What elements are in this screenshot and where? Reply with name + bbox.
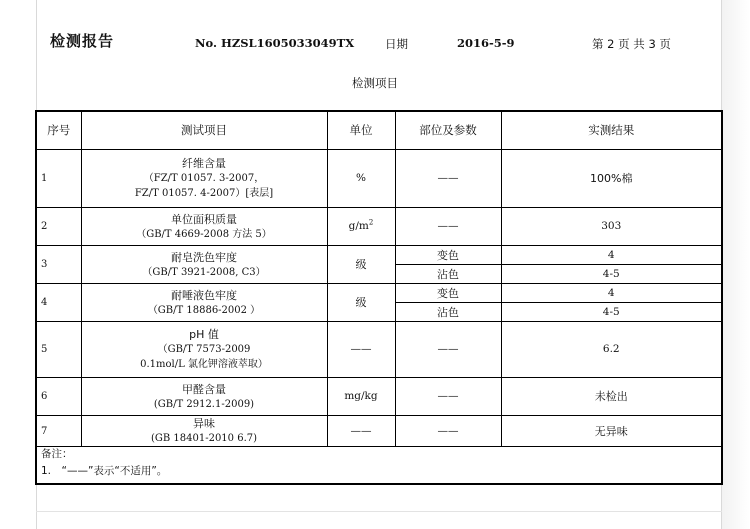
report-date: 2016-5-9 xyxy=(457,36,515,50)
unit-cell xyxy=(327,208,395,246)
part-cell: 沾色 xyxy=(395,265,501,284)
item-name: 纤维含量 xyxy=(182,157,226,170)
test-item xyxy=(81,416,327,447)
test-item xyxy=(81,284,327,322)
table-row xyxy=(36,284,722,303)
row-number: 3 xyxy=(36,246,81,284)
part-cell: 变色 xyxy=(395,284,501,303)
item-name: 单位面积质量 xyxy=(171,212,237,226)
result-cell: 303 xyxy=(501,208,722,246)
item-name: 耐皂洗色牢度 xyxy=(171,250,237,264)
unit-cell: 级 xyxy=(327,284,395,322)
item-standard: （GB/T 18886-2002 ） xyxy=(147,304,261,316)
test-item xyxy=(81,150,327,208)
col-header-part: 部位及参数 xyxy=(395,111,501,150)
unit-text: g/m xyxy=(348,220,369,232)
notes-line: 1. “——”表示“不适用”。 xyxy=(41,465,168,477)
unit-cell: mg/kg xyxy=(327,378,395,416)
table-row xyxy=(36,378,722,416)
table-row xyxy=(36,246,722,265)
notes-cell xyxy=(36,447,722,485)
col-header-no: 序号 xyxy=(36,111,81,150)
row-number: 5 xyxy=(36,322,81,378)
item-standard: (GB/T 2912.1-2009) xyxy=(153,398,255,410)
part-cell: —— xyxy=(395,208,501,246)
result-cell: 未检出 xyxy=(501,378,722,416)
row-number: 4 xyxy=(36,284,81,322)
test-item xyxy=(81,208,327,246)
col-header-result: 实测结果 xyxy=(501,111,722,150)
item-name: 耐唾液色牢度 xyxy=(171,288,237,302)
result-cell: 4 xyxy=(501,284,722,303)
report-title: 检测报告 xyxy=(50,32,115,50)
table-row xyxy=(36,322,722,378)
part-cell: —— xyxy=(395,378,501,416)
result-cell: 100%棉 xyxy=(501,150,722,208)
result-cell: 4 xyxy=(501,246,722,265)
row-number: 2 xyxy=(36,208,81,246)
table-row xyxy=(36,416,722,447)
unit-cell: —— xyxy=(327,416,395,447)
test-item xyxy=(81,246,327,284)
unit-superscript: 2 xyxy=(368,218,374,227)
item-name: 异味 xyxy=(193,417,215,430)
part-cell: —— xyxy=(395,416,501,447)
item-standard: （GB/T 7573-2009 xyxy=(157,344,251,355)
test-results-table xyxy=(35,110,723,485)
col-header-unit: 单位 xyxy=(327,111,395,150)
part-cell: —— xyxy=(395,322,501,378)
result-cell: 4-5 xyxy=(501,303,722,322)
test-item xyxy=(81,378,327,416)
page-indicator: 第 2 页 共 3 页 xyxy=(592,37,671,51)
section-title: 检测项目 xyxy=(352,76,398,90)
item-name: pH 值 xyxy=(189,328,219,341)
row-number: 6 xyxy=(36,378,81,416)
unit-cell: % xyxy=(327,150,395,208)
item-name: 甲醛含量 xyxy=(182,382,226,396)
unit-cell: 级 xyxy=(327,246,395,284)
item-standard: 0.1mol/L 氯化钾溶液萃取） xyxy=(140,359,268,370)
result-cell: 6.2 xyxy=(501,322,722,378)
part-cell: —— xyxy=(395,150,501,208)
notes-row xyxy=(36,447,722,485)
table-header-row xyxy=(36,111,722,150)
date-label: 日期 xyxy=(385,37,408,51)
col-header-item: 测试项目 xyxy=(81,111,327,150)
part-cell: 沾色 xyxy=(395,303,501,322)
item-standard: （GB/T 4669-2008 方法 5） xyxy=(136,228,272,240)
result-cell: 4-5 xyxy=(501,265,722,284)
item-standard: (GB 18401-2010 6.7) xyxy=(150,433,258,444)
item-standard: （GB/T 3921-2008, C3） xyxy=(142,266,266,278)
row-number: 1 xyxy=(36,150,81,208)
test-item xyxy=(81,322,327,378)
item-standard: FZ/T 01057. 4-2007）[表层] xyxy=(134,188,274,199)
item-standard: （FZ/T 01057. 3-2007， xyxy=(143,173,265,184)
report-number: No. HZSL1605033049TX xyxy=(195,36,355,50)
table-row xyxy=(36,150,722,208)
page-border-bottom xyxy=(36,511,722,512)
part-cell: 变色 xyxy=(395,246,501,265)
table-row xyxy=(36,208,722,246)
row-number: 7 xyxy=(36,416,81,447)
notes-title: 备注： xyxy=(41,448,73,460)
unit-cell: —— xyxy=(327,322,395,378)
result-cell: 无异味 xyxy=(501,416,722,447)
